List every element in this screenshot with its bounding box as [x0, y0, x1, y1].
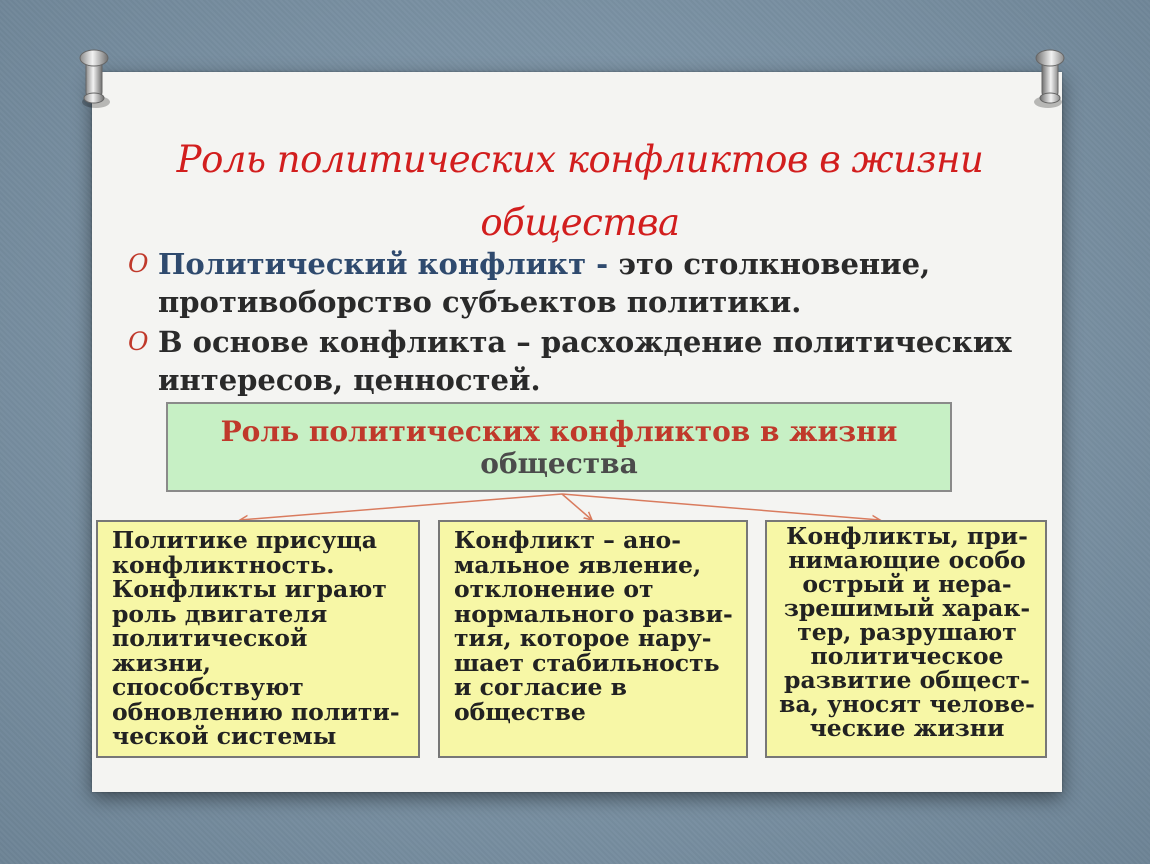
role-card-destructive: Конфликты, при- нимающие особо острый и нера- зрешимый харак- тер, разрушают политическое развитие общест- ва, уносят челове- ческие жизни — [765, 520, 1047, 758]
bullet-marker-icon: O — [128, 327, 149, 356]
bullet-text: это столкновение, противоборство субъектов политики. — [158, 247, 931, 319]
role-card-driver: Политике присуща конфликтность. Конфликты играют роль двигателя политической жизни, способствуют обновлению полити- ческой системы — [96, 520, 420, 758]
bullet-text: В основе конфликта – расхождение политических интересов, ценностей. — [158, 325, 1012, 397]
connector-left-arrow — [240, 494, 562, 520]
role-card-anomaly: Конфликт – ано- мальное явление, отклонение от нормального разви- тия, которое нару- шает стабильность и согласие в обществе — [438, 520, 748, 758]
central-concept-line2: общества — [480, 447, 638, 480]
slide-title-line2: общества — [480, 201, 680, 244]
slide-title-line1: Роль политических конфликтов в жизни — [176, 138, 984, 181]
connector-right-arrow — [562, 494, 880, 520]
central-concept-line1: Роль политических конфликтов в жизни — [220, 415, 898, 448]
connector-middle-arrow — [562, 494, 592, 520]
bullet-term: Политический конфликт - — [158, 247, 619, 281]
bullet-marker-icon: O — [128, 249, 149, 278]
